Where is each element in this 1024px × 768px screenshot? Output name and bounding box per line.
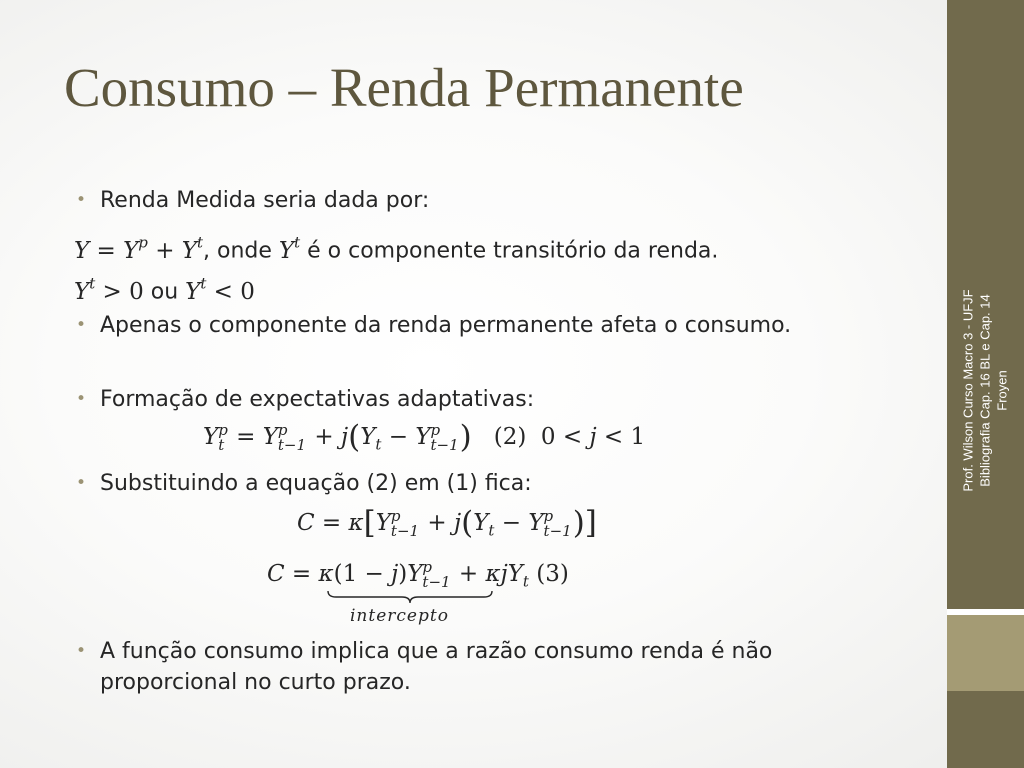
equation-2-label: (2) [493, 424, 527, 450]
equation-2: Y p t = Y p t−1 + $j(Y_t - Y$ p t−1 ) (2) 0 < j < 1 [203, 419, 646, 455]
underbrace-label: intercepto [350, 606, 449, 626]
symbol-yt: $Y^t$ [278, 233, 301, 264]
text-transitorio: é o componente transitório da renda. [307, 238, 719, 264]
sidebar-note-line2: Bibliografia Cap. 16 BL e Cap. 14 [978, 293, 994, 487]
equation-c-expanded: C = κ[Y p t−1 + $j(Y_t - Y$ p t−1 )] [297, 505, 597, 541]
bullet-componente-permanente: Apenas o componente da renda permanente afeta o consumo. [100, 313, 792, 338]
equation-1: $Y = Y^p + Y^t$ [74, 233, 204, 264]
bullet-marker: • [76, 473, 87, 493]
equation-line-1 [74, 227, 718, 267]
underbrace [326, 589, 494, 605]
equation-3: C = κ(1 − j)Y p t−1 + κjY$_t$ (3) [267, 558, 569, 591]
bullet-marker: • [76, 641, 87, 661]
bullet-marker: • [76, 389, 87, 409]
sidebar-note-line3: Froyen [995, 369, 1011, 411]
bullet-marker: • [76, 315, 87, 335]
sidebar-note-line1: Prof. Wilson Curso Macro 3 - UFJF [961, 288, 977, 492]
sidebar-accent-band [947, 615, 1024, 691]
slide-title: Consumo – Renda Permanente [64, 57, 744, 118]
equation-3-label: (3) [536, 561, 569, 587]
bullet-funcao-consumo: A função consumo implica que a razão consumo renda é não proporcional no curto prazo. [100, 639, 773, 695]
inequality-line [74, 268, 255, 308]
text-ou: ou [150, 279, 179, 305]
bullet-substituindo: Substituindo a equação (2) em (1) fica: [100, 471, 532, 496]
bullet-renda-medida: Renda Medida seria dada por: [100, 188, 430, 213]
inequality-positive: $Y^t > 0$ [74, 274, 144, 305]
inequality-negative: $Y^t < 0$ [185, 274, 255, 305]
text-onde: , onde [203, 238, 272, 264]
bullet-expectativas: Formação de expectativas adaptativas: [100, 387, 535, 412]
bullet-marker: • [76, 190, 87, 210]
sidebar-note [947, 180, 1024, 600]
